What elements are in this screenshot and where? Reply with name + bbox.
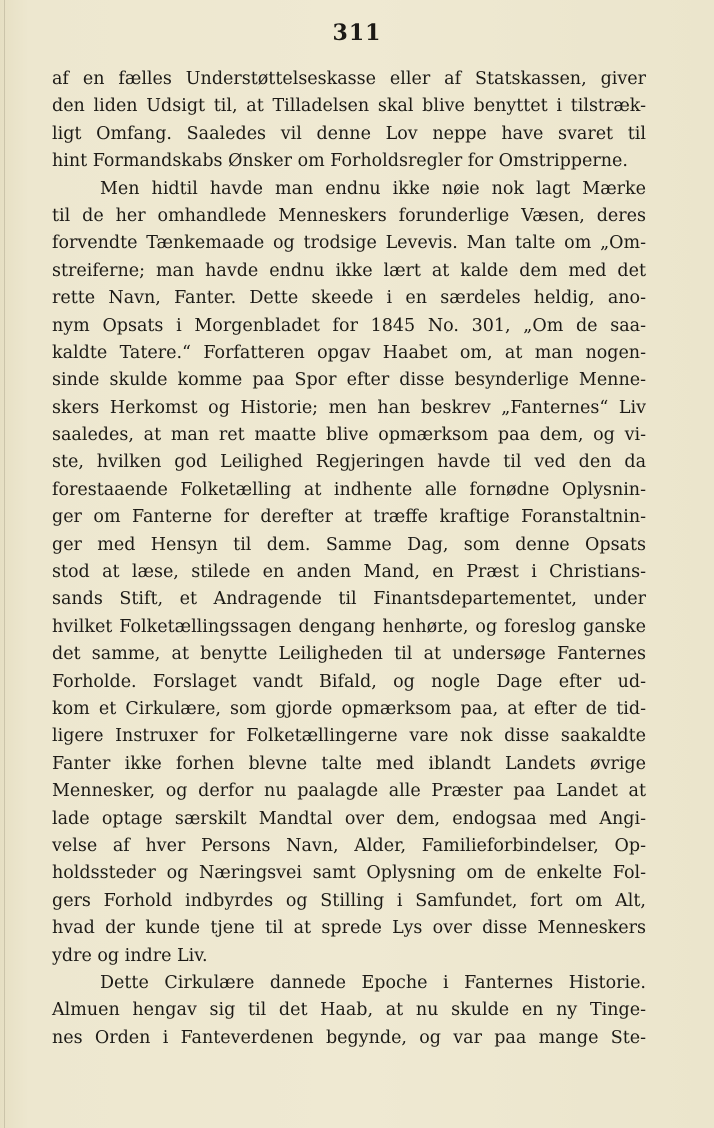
text-line: ligere Instruxer for Folketællingerne vare nok disse saakaldte xyxy=(52,726,646,747)
text-line: saaledes, at man ret maatte blive opmærksom paa dem, og vi- xyxy=(52,425,646,446)
text-line: ger om Fanterne for derefter at træffe kraftige Foranstaltnin- xyxy=(52,507,646,528)
text-line: ligt Omfang. Saaledes vil denne Lov neppe have svaret til xyxy=(52,123,646,144)
text-line: Fanter ikke forhen blevne talte med iblandt Landets øvrige xyxy=(52,753,646,774)
text-line: Mennesker, og derfor nu paalagde alle Præster paa Landet at xyxy=(52,781,646,802)
text-line: stod at læse, stilede en anden Mand, en Præst i Christians- xyxy=(52,562,646,583)
text-line: nes Orden i Fanteverdenen begynde, og var paa mange Ste- xyxy=(52,1027,646,1048)
text-line: til de her omhandlede Menneskers forunderlige Væsen, deres xyxy=(52,205,646,226)
text-line: velse af hver Persons Navn, Alder, Familieforbindelser, Op- xyxy=(52,835,646,856)
text-line: Forholde. Forslaget vandt Bifald, og nogle Dage efter ud- xyxy=(52,671,646,692)
text-line: den liden Udsigt til, at Tilladelsen skal blive benyttet i tilstræk- xyxy=(52,96,646,117)
text-line: ger med Hensyn til dem. Samme Dag, som denne Opsats xyxy=(52,534,646,555)
text-line: sinde skulde komme paa Spor efter disse besynderlige Menne- xyxy=(52,370,646,391)
text-line: ydre og indre Liv. xyxy=(52,945,208,966)
text-line: kom et Cirkulære, som gjorde opmærksom paa, at efter de tid- xyxy=(52,698,646,719)
text-line: Men hidtil havde man endnu ikke nøie nok lagt Mærke xyxy=(100,178,646,199)
text-line: ste, hvilken god Leilighed Regjeringen havde til ved den da xyxy=(52,452,646,473)
body-text xyxy=(52,66,646,1052)
text-line: sands Stift, et Andragende til Finantsdepartementet, under xyxy=(52,589,646,610)
text-line: Almuen hengav sig til det Haab, at nu skulde en ny Tinge- xyxy=(52,1000,646,1021)
text-line: gers Forhold indbyrdes og Stilling i Samfundet, fort om Alt, xyxy=(52,890,646,911)
text-line: Dette Cirkulære dannede Epoche i Fanternes Historie. xyxy=(100,972,646,993)
text-line: lade optage særskilt Mandtal over dem, endogsaa med Angi- xyxy=(52,808,646,829)
page-edge xyxy=(4,0,5,1128)
text-line: af en fælles Understøttelseskasse eller af Statskassen, giver xyxy=(52,69,646,89)
text-line: streiferne; man havde endnu ikke lært at kalde dem med det xyxy=(52,260,646,281)
text-line: hvad der kunde tjene til at sprede Lys over disse Menneskers xyxy=(52,918,646,939)
text-line: forestaaende Folketælling at indhente alle fornødne Oplysnin- xyxy=(52,479,646,500)
text-line: holdssteder og Næringsvei samt Oplysning om de enkelte Fol- xyxy=(52,863,646,884)
text-line: kaldte Tatere.“ Forfatteren opgav Haabet om, at man nogen- xyxy=(52,342,646,363)
page-number: 311 xyxy=(332,20,382,46)
text-line: forvendte Tænkemaade og trodsige Levevis. Man talte om „Om- xyxy=(52,233,646,254)
text-line: skers Herkomst og Historie; men han beskrev „Fanternes“ Liv xyxy=(52,397,646,418)
text-line: hint Formandskabs Ønsker om Forholdsregler for Omstripperne. xyxy=(52,151,628,172)
text-line: det samme, at benytte Leiligheden til at undersøge Fanternes xyxy=(52,644,646,665)
text-line: rette Navn, Fanter. Dette skeede i en særdeles heldig, ano- xyxy=(52,288,646,309)
text-line: hvilket Folketællingssagen dengang henhørte, og foreslog ganske xyxy=(52,616,646,637)
text-line: nym Opsats i Morgenbladet for 1845 No. 301, „Om de saa- xyxy=(52,315,646,336)
